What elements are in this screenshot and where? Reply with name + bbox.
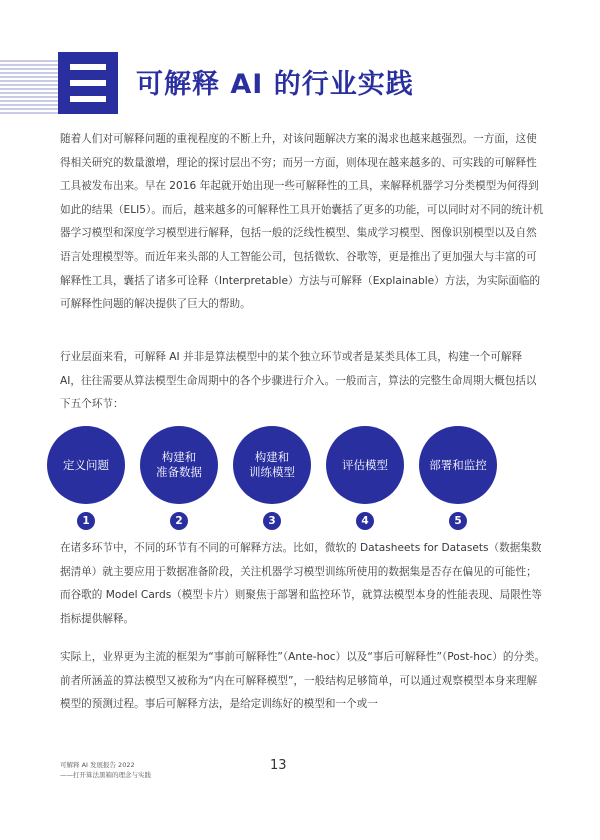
paragraph-lifecycle-intro: 行业层面来看，可解释 AI 并非是算法模型中的某个独立环节或者是某类具体工具，构建一个可解释 AI，往往需要从算法模型生命周期中的各个步骤进行介入。一般而言，算法的完整生命周期大概包括以下五个环节：: [60, 351, 537, 411]
lifecycle-step: [40, 426, 132, 536]
page-title: 可解释 AI 的行业实践: [136, 69, 414, 100]
paragraph-tools-overview: 随着人们对可解释问题的重视程度的不断上升，对该问题解决方案的渴求也越来越强烈。一方面，这使得相关研究的数量激增，理论的探讨层出不穷；而另一方面，则体现在越来越多的、可实践的可解释性工具被发布出来。早在 2016 年起就开始出现一些可解释性的工具，来解释机器学习分类模型为何得到如此的结果（ELI5）。而后，越来越多的可解释性工具开始囊括了更多的功能，可以同时对不同的统计机器学习模型和深度学习模型进行解释，包括一般的泛线性模型、集成学习模型、图像识别模型以及自然语言处理模型等。而近年来头部的人工智能公司，包括微软、谷歌等，更是推出了更加强大与丰富的可解释性工具，囊括了诸多可诠释（Interpretable）方法与可解释（Explainable）方法，为实际面临的可解释性问题的解决提供了巨大的帮助。: [60, 133, 544, 311]
step-number-badge: 5: [449, 512, 467, 530]
lifecycle-step: [319, 426, 411, 536]
footer-report-info: [60, 760, 151, 780]
step-number-badge: 2: [170, 512, 188, 530]
step-number-badge: 3: [263, 512, 281, 530]
lifecycle-step: [226, 426, 318, 536]
step-circle: 评估模型: [326, 426, 404, 504]
step-circle: 部署和监控: [419, 426, 497, 504]
paragraph-methods-examples: 在诸多环节中，不同的环节有不同的可解释方法。比如，微软的 Datasheets for Datasets（数据集数据清单）就主要应用于数据准备阶段，关注机器学习模型训练所使用的数据集是否存在偏见的可能性；而谷歌的 Model Cards（模型卡片）则聚焦于部署和监控环节，就算法模型本身的性能表现、局限性等指标提供解释。: [60, 542, 542, 625]
page-number: 13: [270, 758, 287, 773]
section-icon: [58, 52, 118, 114]
lifecycle-step: [133, 426, 225, 536]
step-number-badge: 1: [77, 512, 95, 530]
section-icon-bar: [70, 64, 106, 70]
lifecycle-step: [412, 426, 504, 536]
step-circle: 构建和 准备数据: [140, 426, 218, 504]
step-number-badge: 4: [356, 512, 374, 530]
paragraph-ante-post-hoc: 实际上，业界更为主流的框架为“事前可解释性”（Ante-hoc）以及“事后可解释性”（Post-hoc）的分类。前者所涵盖的算法模型又被称为“内在可解释模型”，一般结构足够简单，可以通过观察模型本身来理解模型的预测过程。事后可解释方法，是给定训练好的模型和一个或一: [60, 651, 546, 711]
section-icon-bar: [70, 80, 106, 86]
step-circle: 构建和 训练模型: [233, 426, 311, 504]
section-icon-bar: [70, 96, 106, 102]
footer-report-title: 可解释 AI 发展报告 2022: [60, 761, 135, 769]
lifecycle-steps-diagram: [40, 426, 560, 536]
step-circle: 定义问题: [47, 426, 125, 504]
footer-report-subtitle: ——打开算法黑箱的理念与实践: [60, 771, 151, 779]
